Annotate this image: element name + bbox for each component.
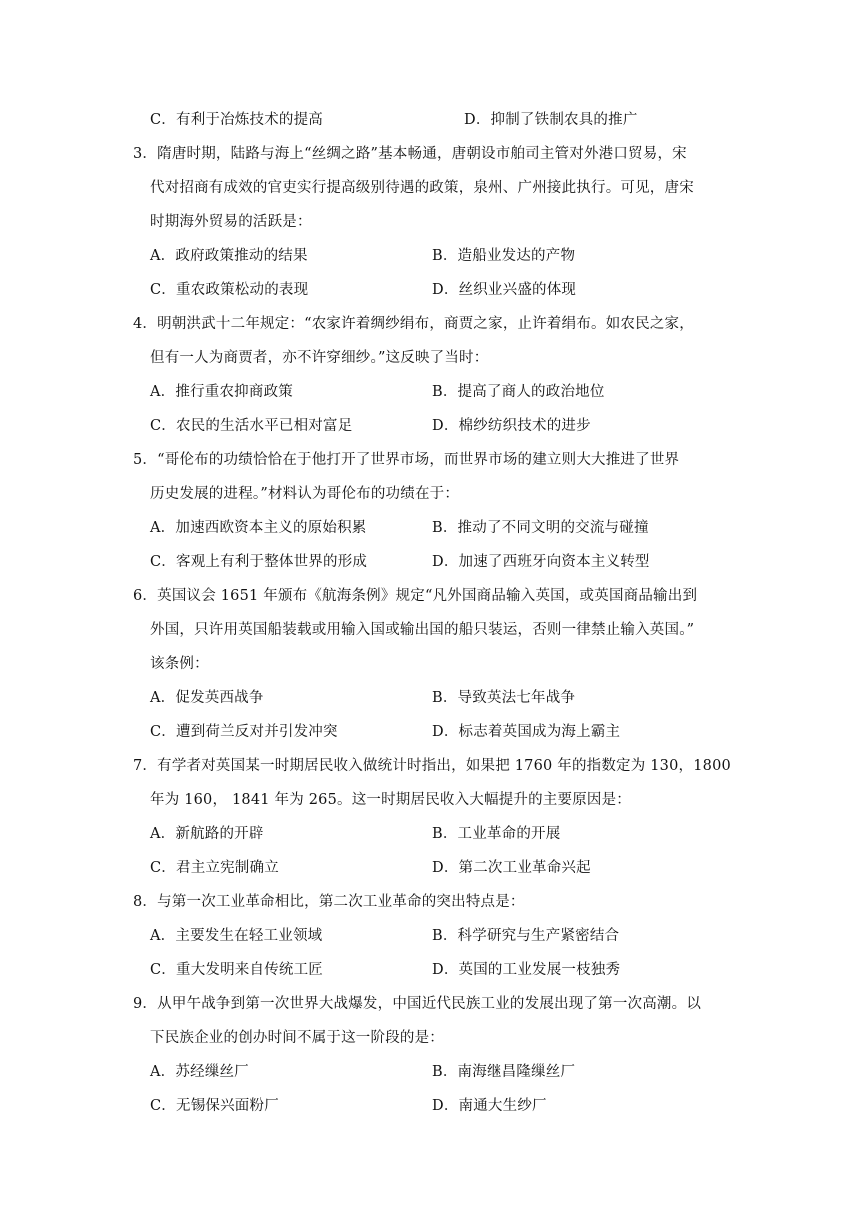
q4-option-b: B．提高了商人的政治地位 bbox=[432, 384, 605, 400]
q6-stem-line-3: 该条例： bbox=[150, 656, 209, 672]
q7-option-a: A．新航路的开辟 bbox=[150, 826, 264, 842]
q7-stem-line-1: 7．有学者对英国某一时期居民收入做统计时指出，如果把 1760 年的指数定为 130，1800 bbox=[133, 758, 731, 774]
q4-option-a: A．推行重农抑商政策 bbox=[150, 384, 293, 400]
q4-stem-line-2: 但有一人为商贾者，亦不许穿细纱。”这反映了当时： bbox=[150, 350, 489, 366]
q6-option-b: B．导致英法七年战争 bbox=[432, 690, 576, 706]
q8-stem-line-1: 8．与第一次工业革命相比，第二次工业革命的突出特点是： bbox=[133, 894, 525, 910]
q3-stem-line-2: 代对招商有成效的官吏实行提高级别待遇的政策，泉州、广州接此执行。可见，唐宋 bbox=[150, 180, 694, 196]
q5-option-b: B．推动了不同文明的交流与碰撞 bbox=[432, 520, 649, 536]
q9-stem-line-2: 下民族企业的创办时间不属于这一阶段的是： bbox=[150, 1030, 444, 1046]
q5-option-a: A．加速西欧资本主义的原始积累 bbox=[150, 520, 367, 536]
q6-option-a: A．促发英西战争 bbox=[150, 690, 264, 706]
q7-stem-line-2: 年为 160， 1841 年为 265。这一时期居民收入大幅提升的主要原因是： bbox=[150, 792, 631, 808]
q3-stem-line-3: 时期海外贸易的活跃是： bbox=[150, 214, 312, 230]
q3-option-a: A．政府政策推动的结果 bbox=[150, 248, 308, 264]
q9-option-b: B．南海继昌隆缫丝厂 bbox=[432, 1064, 576, 1080]
q2-option-d: D．抑制了铁制农具的推广 bbox=[464, 112, 638, 128]
q3-option-d: D．丝织业兴盛的体现 bbox=[432, 282, 577, 298]
q8-option-d: D．英国的工业发展一枝独秀 bbox=[432, 962, 621, 978]
q3-stem-line-1: 3．隋唐时期，陆路与海上“丝绸之路”基本畅通，唐朝设市舶司主管对外港口贸易，宋 bbox=[133, 146, 687, 162]
q6-option-c: C．遭到荷兰反对并引发冲突 bbox=[150, 724, 338, 740]
q7-option-d: D．第二次工业革命兴起 bbox=[432, 860, 591, 876]
q6-option-d: D．标志着英国成为海上霸主 bbox=[432, 724, 621, 740]
q4-option-c: C．农民的生活水平已相对富足 bbox=[150, 418, 353, 434]
q3-option-b: B．造船业发达的产物 bbox=[432, 248, 576, 264]
q5-stem-line-2: 历史发展的进程。”材料认为哥伦布的功绩在于： bbox=[150, 486, 460, 502]
q6-stem-line-2: 外国，只许用英国船装载或用输入国或输出国的船只装运，否则一律禁止输入英国。” bbox=[150, 622, 695, 638]
q7-option-b: B．工业革命的开展 bbox=[432, 826, 561, 842]
q3-option-c: C．重农政策松动的表现 bbox=[150, 282, 309, 298]
q5-stem-line-1: 5．“哥伦布的功绩恰恰在于他打开了世界市场，而世界市场的建立则大大推进了世界 bbox=[133, 452, 680, 468]
q8-option-c: C．重大发明来自传统工匠 bbox=[150, 962, 323, 978]
q7-option-c: C．君主立宪制确立 bbox=[150, 860, 279, 876]
q5-option-c: C．客观上有利于整体世界的形成 bbox=[150, 554, 368, 570]
q2-option-c: C．有利于冶炼技术的提高 bbox=[150, 112, 323, 128]
q9-option-a: A．苏经缫丝厂 bbox=[150, 1064, 249, 1080]
q6-stem-line-1: 6．英国议会 1651 年颁布《航海条例》规定“凡外国商品输入英国，或英国商品输出到 bbox=[133, 588, 698, 604]
q4-option-d: D．棉纱纺织技术的进步 bbox=[432, 418, 591, 434]
q9-option-d: D．南通大生纱厂 bbox=[432, 1098, 547, 1114]
q8-option-a: A．主要发生在轻工业领域 bbox=[150, 928, 323, 944]
q4-stem-line-1: 4．明朝洪武十二年规定：“农家许着绸纱绢布，商贾之家，止许着绢布。如农民之家， bbox=[133, 316, 694, 332]
q9-option-c: C．无锡保兴面粉厂 bbox=[150, 1098, 279, 1114]
q5-option-d: D．加速了西班牙向资本主义转型 bbox=[432, 554, 650, 570]
q9-stem-line-1: 9．从甲午战争到第一次世界大战爆发，中国近代民族工业的发展出现了第一次高潮。以 bbox=[133, 996, 702, 1012]
q8-option-b: B．科学研究与生产紧密结合 bbox=[432, 928, 620, 944]
